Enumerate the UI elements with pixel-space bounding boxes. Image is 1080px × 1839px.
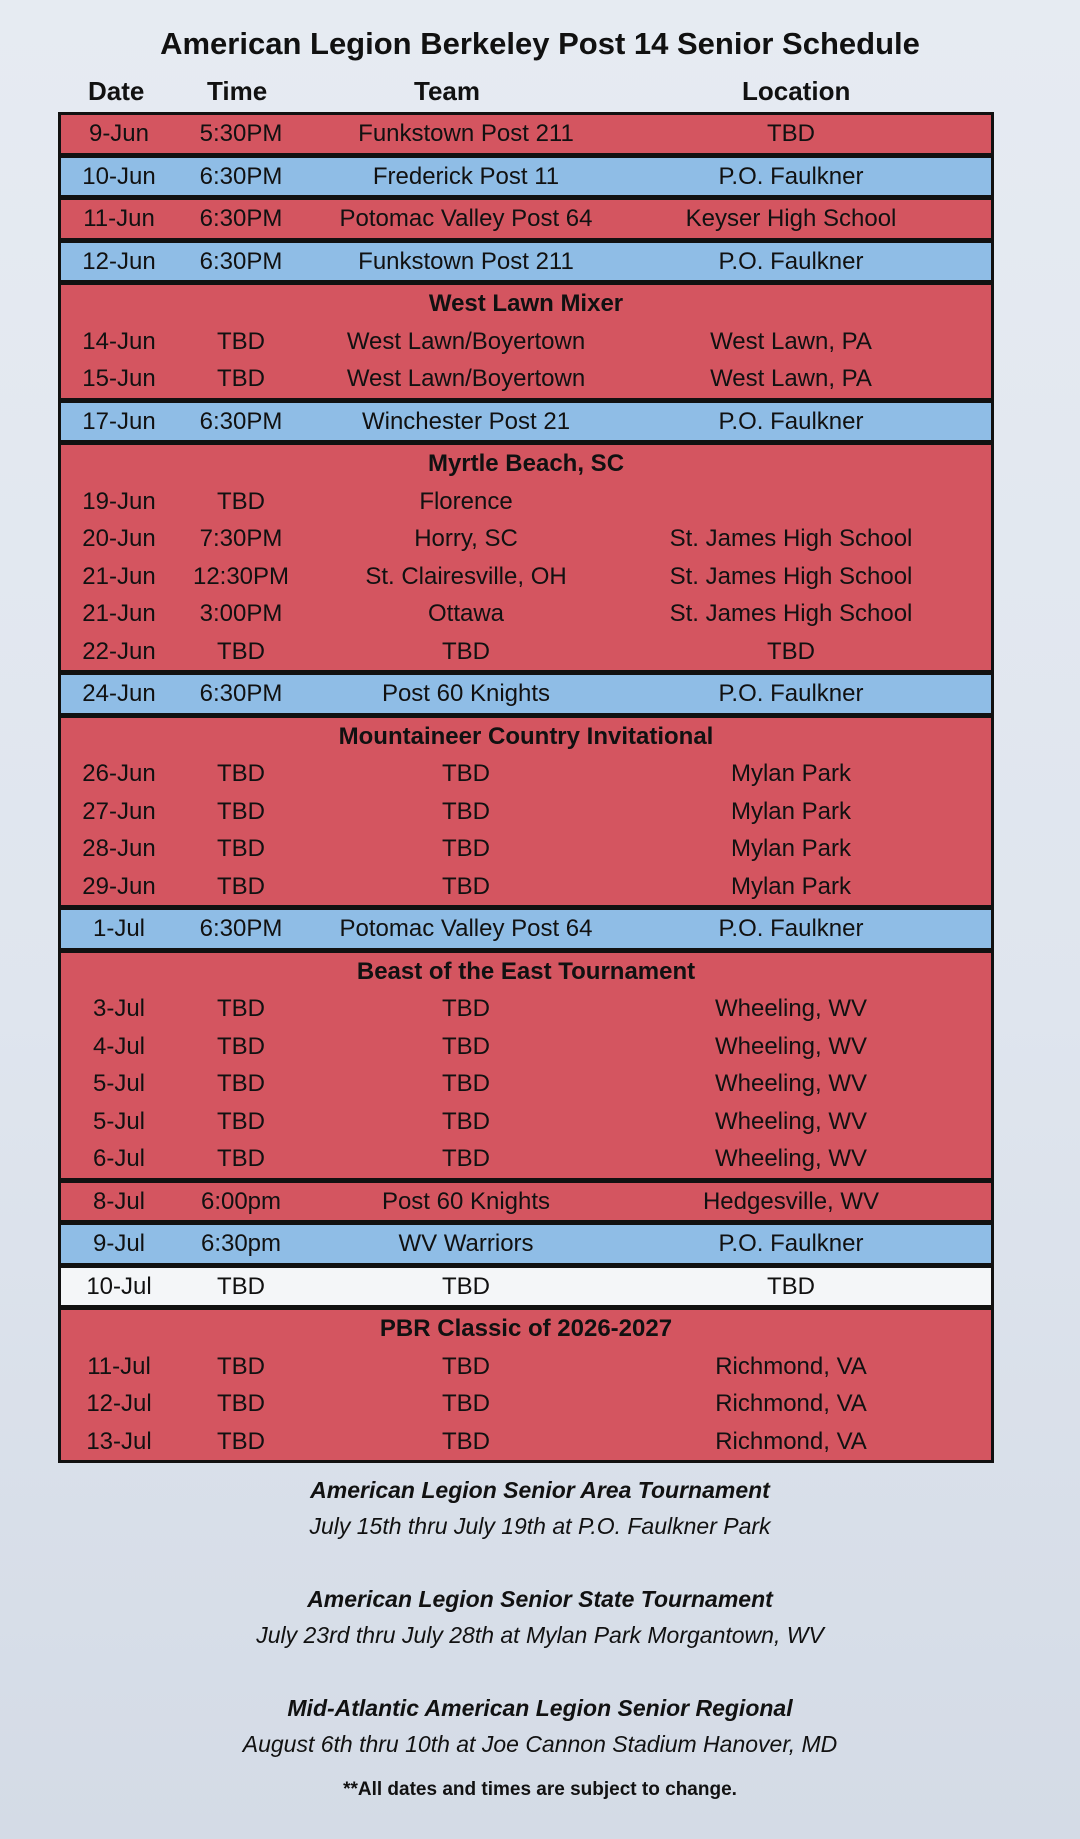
date-cell: 6-Jul <box>92 1145 146 1172</box>
date-cell: 27-Jun <box>82 797 156 825</box>
location-cell: St. James High School <box>669 600 913 627</box>
date-cell: 20-Jun <box>82 525 156 552</box>
team-cell: Post 60 Knights <box>381 1187 551 1215</box>
team-cell: TBD <box>442 872 490 900</box>
team-cell: West Lawn/Boyertown <box>346 327 586 355</box>
team-cell: TBD <box>442 1427 490 1455</box>
team-cell: Potomac Valley Post 64 <box>339 205 593 232</box>
team-cell: TBD <box>442 797 490 825</box>
location-cell: TBD <box>767 120 815 147</box>
location-cell: Hedgesville, WV <box>702 1187 880 1215</box>
location-cell: Richmond, VA <box>715 1352 867 1380</box>
schedule-row <box>61 595 991 633</box>
date-cell: 4-Jul <box>92 1032 146 1060</box>
schedule-block <box>58 1222 994 1266</box>
time-cell: TBD <box>217 1427 265 1455</box>
location-cell: Mylan Park <box>730 872 852 900</box>
schedule-row <box>61 990 991 1028</box>
location-cell: TBD <box>767 637 815 665</box>
schedule-block <box>58 1180 994 1224</box>
schedule-row <box>61 403 991 441</box>
location-cell: St. James High School <box>669 562 913 590</box>
header-location: Location <box>742 76 851 106</box>
location-cell: Richmond, VA <box>715 1427 867 1455</box>
time-cell: 6:30pm <box>200 1230 282 1257</box>
date-cell: 19-Jun <box>82 487 156 515</box>
schedule-row <box>61 243 991 281</box>
schedule-row <box>61 1423 991 1461</box>
disclaimer: **All dates and times are subject to change. <box>343 1779 737 1800</box>
schedule-row <box>61 1268 991 1306</box>
time-cell: 6:30PM <box>199 205 283 232</box>
schedule-row <box>61 360 991 398</box>
schedule-row <box>61 1225 991 1263</box>
schedule-table <box>58 113 994 1463</box>
time-cell: TBD <box>217 637 265 665</box>
location-cell: Wheeling, WV <box>714 995 868 1022</box>
schedule-block <box>58 950 994 1181</box>
date-cell: 13-Jul <box>86 1427 152 1455</box>
location-cell: TBD <box>767 1272 815 1300</box>
location-cell: Wheeling, WV <box>714 1145 868 1172</box>
schedule-block <box>58 907 994 951</box>
date-cell: 11-Jul <box>87 1352 151 1380</box>
team-cell: TBD <box>442 1390 490 1417</box>
date-cell: 3-Jul <box>92 995 146 1022</box>
schedule-block <box>58 1265 994 1309</box>
team-cell: TBD <box>442 760 490 787</box>
schedule-row <box>61 633 991 671</box>
time-cell: 6:30PM <box>199 407 283 435</box>
date-cell: 26-Jun <box>82 760 156 787</box>
schedule-block <box>58 400 994 444</box>
schedule-row <box>61 1140 991 1178</box>
schedule-row <box>61 830 991 868</box>
schedule-block <box>58 672 994 716</box>
date-cell: 5-Jul <box>92 1070 146 1097</box>
time-cell: TBD <box>217 797 265 825</box>
time-cell: TBD <box>217 1272 265 1300</box>
schedule-row <box>61 755 991 793</box>
location-cell: Wheeling, WV <box>714 1070 868 1097</box>
team-cell: Ottawa <box>427 600 505 627</box>
schedule-row <box>61 323 991 361</box>
team-cell: St. Clairesville, OH <box>365 562 567 590</box>
schedule-row <box>61 1065 991 1103</box>
team-cell: West Lawn/Boyertown <box>346 365 586 392</box>
date-cell: 17-Jun <box>82 407 156 435</box>
location-cell: Mylan Park <box>730 797 852 825</box>
time-cell: 5:30PM <box>199 120 283 147</box>
schedule-row <box>61 1183 991 1221</box>
time-cell: 12:30PM <box>192 562 290 590</box>
location-cell: P.O. Faulkner <box>718 915 864 942</box>
time-cell: TBD <box>217 487 265 515</box>
time-cell: 6:30PM <box>199 915 283 942</box>
location-cell: St. James High School <box>669 525 913 552</box>
schedule-block <box>58 197 994 241</box>
date-cell: 1-Jul <box>92 915 146 942</box>
date-cell: 29-Jun <box>82 872 156 900</box>
date-cell: 5-Jul <box>92 1107 146 1135</box>
schedule-row <box>61 1385 991 1423</box>
date-cell: 9-Jul <box>92 1230 146 1257</box>
team-cell: TBD <box>442 835 490 862</box>
date-cell: 21-Jun <box>82 562 156 590</box>
schedule-block <box>58 112 994 156</box>
team-cell: TBD <box>442 1272 490 1300</box>
event-title: West Lawn Mixer <box>428 290 624 317</box>
schedule-row <box>61 520 991 558</box>
team-cell: TBD <box>442 1070 490 1097</box>
schedule-row <box>61 1028 991 1066</box>
schedule-row <box>61 910 991 948</box>
team-cell: TBD <box>442 637 490 665</box>
time-cell: 6:30PM <box>199 680 283 707</box>
date-cell: 21-Jun <box>82 600 156 627</box>
team-cell: Frederick Post 11 <box>372 162 560 190</box>
event-title: Beast of the East Tournament <box>356 957 696 985</box>
schedule-block <box>58 240 994 284</box>
header-team: Team <box>414 76 480 106</box>
schedule-row <box>61 868 991 906</box>
location-cell: P.O. Faulkner <box>718 162 864 190</box>
team-cell: Potomac Valley Post 64 <box>339 915 593 942</box>
note-detail: August 6th thru 10th at Joe Cannon Stadium Hanover, MD <box>242 1731 838 1757</box>
location-cell: Mylan Park <box>730 835 852 862</box>
note-detail: July 15th thru July 19th at P.O. Faulkner Park <box>309 1513 771 1539</box>
team-cell: TBD <box>442 1145 490 1172</box>
time-cell: 6:30PM <box>199 247 283 275</box>
date-cell: 8-Jul <box>92 1187 146 1215</box>
location-cell: P.O. Faulkner <box>718 407 864 435</box>
team-cell: Winchester Post 21 <box>361 407 571 435</box>
date-cell: 10-Jun <box>82 162 156 190</box>
note-title: American Legion Senior Area Tournament <box>310 1477 770 1503</box>
location-cell: P.O. Faulkner <box>718 247 864 275</box>
date-cell: 14-Jun <box>82 327 156 355</box>
location-cell: West Lawn, PA <box>710 327 872 355</box>
team-cell: Florence <box>419 487 513 515</box>
schedule-row <box>61 115 991 153</box>
schedule-row <box>61 558 991 596</box>
time-cell: TBD <box>217 1070 265 1097</box>
time-cell: TBD <box>217 995 265 1022</box>
team-cell: TBD <box>442 1107 490 1135</box>
event-title: Myrtle Beach, SC <box>427 450 625 477</box>
time-cell: 6:00pm <box>200 1187 282 1215</box>
date-cell: 28-Jun <box>82 835 156 862</box>
tournament-notes <box>0 1472 1080 1799</box>
team-cell: TBD <box>442 1352 490 1380</box>
team-cell: TBD <box>442 995 490 1022</box>
date-cell: 12-Jun <box>82 247 156 275</box>
date-cell: 9-Jun <box>88 120 150 147</box>
team-cell: Post 60 Knights <box>381 680 551 707</box>
time-cell: TBD <box>217 1107 265 1135</box>
time-cell: 6:30PM <box>199 162 283 190</box>
schedule-row <box>61 1348 991 1386</box>
schedule-row <box>61 675 991 713</box>
schedule-row <box>61 1103 991 1141</box>
location-cell: P.O. Faulkner <box>718 1230 864 1257</box>
time-cell: 3:00PM <box>199 600 283 627</box>
date-cell: 15-Jun <box>82 365 156 392</box>
time-cell: TBD <box>217 1390 265 1417</box>
schedule-block <box>58 715 994 909</box>
location-cell: Richmond, VA <box>715 1390 867 1417</box>
schedule-block <box>58 1307 994 1463</box>
time-cell: TBD <box>217 327 265 355</box>
team-cell: Funkstown Post 211 <box>358 120 574 147</box>
schedule-block <box>58 282 994 401</box>
schedule-block <box>58 155 994 199</box>
page-title: American Legion Berkeley Post 14 Senior Schedule <box>160 26 920 61</box>
team-cell: WV Warriors <box>398 1230 534 1257</box>
header-time: Time <box>207 76 268 106</box>
location-cell: P.O. Faulkner <box>718 680 864 707</box>
date-cell: 22-Jun <box>82 637 156 665</box>
team-cell: Funkstown Post 211 <box>358 247 574 275</box>
location-cell: Wheeling, WV <box>714 1107 868 1135</box>
event-title: Mountaineer Country Invitational <box>338 722 714 750</box>
schedule-row <box>61 483 991 521</box>
schedule-row <box>61 793 991 831</box>
schedule-block <box>58 442 994 673</box>
date-cell: 10-Jul <box>86 1272 152 1300</box>
time-cell: TBD <box>217 1352 265 1380</box>
time-cell: TBD <box>217 872 265 900</box>
team-cell: TBD <box>442 1032 490 1060</box>
team-cell: Horry, SC <box>414 525 518 552</box>
note-detail: July 23rd thru July 28th at Mylan Park Morgantown, WV <box>256 1622 824 1648</box>
location-cell: Mylan Park <box>730 760 852 787</box>
schedule-row <box>61 158 991 196</box>
note-title: Mid-Atlantic American Legion Senior Regional <box>287 1695 793 1721</box>
location-cell: Keyser High School <box>685 205 897 232</box>
time-cell: TBD <box>217 760 265 787</box>
time-cell: 7:30PM <box>199 525 283 552</box>
header-date: Date <box>88 76 145 106</box>
time-cell: TBD <box>217 1032 265 1060</box>
note-title: American Legion Senior State Tournament <box>307 1586 773 1612</box>
time-cell: TBD <box>217 1145 265 1172</box>
date-cell: 24-Jun <box>82 680 156 707</box>
time-cell: TBD <box>217 835 265 862</box>
location-cell: Wheeling, WV <box>714 1032 868 1060</box>
date-cell: 12-Jul <box>86 1390 152 1417</box>
schedule-row <box>61 200 991 238</box>
event-title: PBR Classic of 2026-2027 <box>379 1315 673 1342</box>
date-cell: 11-Jun <box>83 205 155 232</box>
location-cell: West Lawn, PA <box>710 365 872 392</box>
time-cell: TBD <box>217 365 265 392</box>
